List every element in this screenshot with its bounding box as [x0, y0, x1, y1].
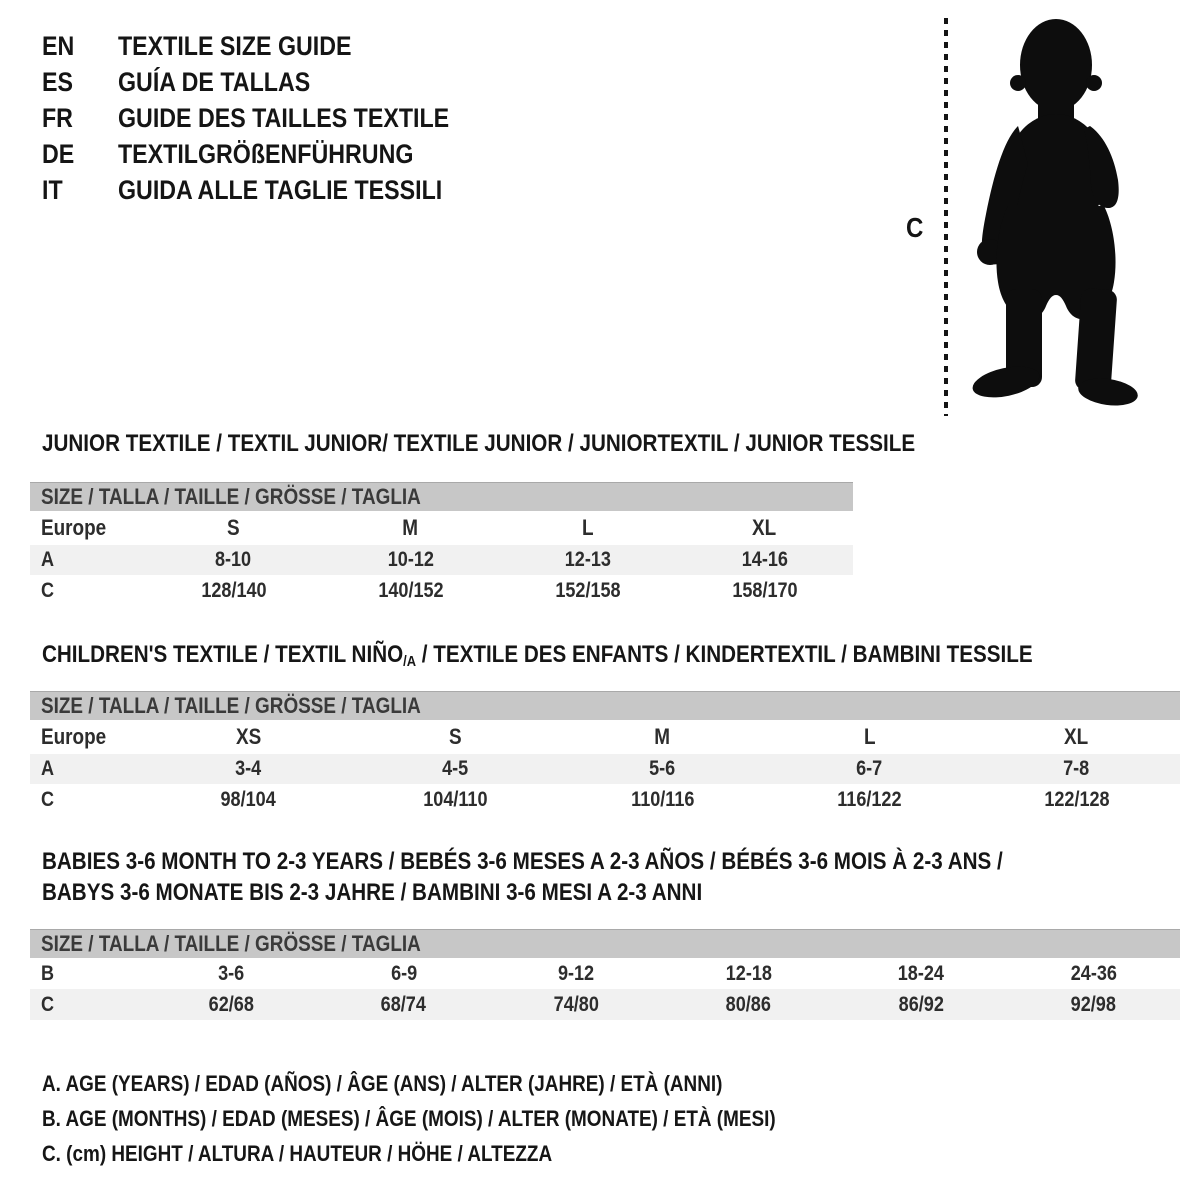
- language-code: FR: [42, 102, 73, 133]
- table-header-bar: [30, 929, 1180, 958]
- size-cell: XS: [235, 724, 262, 749]
- table-row: [30, 784, 1180, 815]
- legend-line-b: B. AGE (MONTHS) / EDAD (MESES) / ÂGE (MOIS) / ALTER (MONATE) / ETÀ (MESI): [42, 1105, 776, 1131]
- babies-size-table: [30, 929, 1180, 1020]
- age-cell: 7-8: [1063, 757, 1090, 780]
- height-cell: 92/98: [1071, 992, 1117, 1016]
- language-row-es: [42, 64, 503, 100]
- guide-title-fr: GUIDE DES TAILLES TEXTILE: [118, 102, 450, 133]
- row-label: C: [41, 992, 55, 1016]
- figure-height-label: C: [906, 212, 924, 243]
- babies-section-title-line2: BABYS 3-6 MONATE BIS 2-3 JAHRE / BAMBINI 3-6 MESI A 2-3 ANNI: [42, 879, 703, 906]
- language-code: EN: [42, 30, 75, 61]
- row-label: A: [41, 548, 55, 571]
- age-cell: 12-13: [564, 548, 611, 571]
- age-cell: 10-12: [387, 548, 434, 571]
- height-cell: 158/170: [731, 578, 798, 602]
- size-cell: L: [581, 515, 594, 540]
- age-cell: 6-7: [856, 757, 883, 780]
- legend-line-a: A. AGE (YEARS) / EDAD (AÑOS) / ÂGE (ANS) / ALTER (JAHRE) / ETÀ (ANNI): [42, 1070, 723, 1096]
- guide-title-it: GUIDA ALLE TAGLIE TESSILI: [118, 174, 443, 205]
- size-cell: XL: [1064, 724, 1089, 749]
- size-cell: M: [654, 724, 671, 749]
- age-cell: 18-24: [898, 961, 945, 985]
- height-measure-dashed-line: [944, 18, 948, 416]
- age-cell: 4-5: [442, 757, 469, 780]
- size-header-label: SIZE / TALLA / TAILLE / GRÖSSE / TAGLIA: [41, 693, 421, 718]
- table-row: [30, 720, 1180, 754]
- measurement-legend: [42, 1066, 895, 1171]
- table-row: [30, 511, 853, 545]
- row-label: C: [41, 578, 55, 602]
- junior-size-table: [30, 482, 853, 606]
- age-cell: 9-12: [558, 961, 595, 985]
- table-row: [30, 958, 1180, 989]
- children-size-table: [30, 691, 1180, 815]
- size-cell: XL: [752, 515, 777, 540]
- age-cell: 14-16: [741, 548, 788, 571]
- guide-title-en: TEXTILE SIZE GUIDE: [118, 30, 352, 61]
- height-cell: 98/104: [220, 787, 277, 811]
- size-cell: S: [449, 724, 462, 749]
- language-row-de: [42, 136, 503, 172]
- age-cell: 8-10: [215, 548, 252, 571]
- language-row-fr: [42, 100, 503, 136]
- row-label: Europe: [41, 724, 107, 749]
- height-cell: 80/86: [726, 992, 772, 1016]
- table-header-bar: [30, 482, 853, 511]
- height-cell: 140/152: [377, 578, 444, 602]
- age-cell: 5-6: [649, 757, 676, 780]
- row-label: C: [41, 787, 55, 811]
- age-cell: 24-36: [1070, 961, 1117, 985]
- size-header-label: SIZE / TALLA / TAILLE / GRÖSSE / TAGLIA: [41, 484, 421, 509]
- children-section-title: CHILDREN'S TEXTILE / TEXTIL $NIÑO_{/A}$ / TEXTILE DES ENFANTS / KINDERTEXTIL / BAMBINI TESSILE: [42, 641, 1033, 670]
- height-cell: 86/92: [898, 992, 944, 1016]
- size-header-label: SIZE / TALLA / TAILLE / GRÖSSE / TAGLIA: [41, 931, 421, 956]
- age-cell: 6-9: [390, 961, 417, 985]
- height-cell: 116/122: [837, 787, 902, 811]
- language-code: ES: [42, 66, 73, 97]
- row-label: A: [41, 757, 55, 780]
- table-row: [30, 989, 1180, 1020]
- age-cell: 3-6: [218, 961, 245, 985]
- nino-a-subscript: /A: [403, 653, 417, 670]
- height-cell: 62/68: [208, 992, 254, 1016]
- baby-silhouette: [966, 14, 1144, 418]
- row-label: B: [41, 961, 55, 985]
- age-cell: 3-4: [235, 757, 262, 780]
- table-row: [30, 575, 853, 606]
- language-title-list: [42, 28, 503, 208]
- size-cell: S: [227, 515, 240, 540]
- legend-line-c: C. (cm) HEIGHT / ALTURA / HAUTEUR / HÖHE / ALTEZZA: [42, 1140, 553, 1166]
- height-cell: 122/128: [1043, 787, 1110, 811]
- babies-section-title-line1: BABIES 3-6 MONTH TO 2-3 YEARS / BEBÉS 3-6 MESES A 2-3 AÑOS / BÉBÉS 3-6 MOIS À 2-3 ANS /: [42, 848, 1003, 875]
- table-row: [30, 545, 853, 575]
- size-cell: M: [402, 515, 419, 540]
- junior-section-title: JUNIOR TEXTILE / TEXTIL JUNIOR/ TEXTILE JUNIOR / JUNIORTEXTIL / JUNIOR TESSILE: [42, 430, 916, 457]
- table-header-bar: [30, 691, 1180, 720]
- size-cell: L: [863, 724, 876, 749]
- language-code: DE: [42, 138, 75, 169]
- row-label: Europe: [41, 515, 107, 540]
- height-cell: 104/110: [423, 787, 488, 811]
- language-row-en: [42, 28, 503, 64]
- height-cell: 152/158: [554, 578, 621, 602]
- height-cell: 68/74: [381, 992, 427, 1016]
- height-cell: 128/140: [200, 578, 267, 602]
- language-code: IT: [42, 174, 63, 205]
- guide-title-es: GUÍA DE TALLAS: [118, 66, 311, 97]
- height-cell: 74/80: [553, 992, 599, 1016]
- age-cell: 12-18: [725, 961, 772, 985]
- height-cell: 110/116: [630, 787, 695, 811]
- guide-title-de: TEXTILGRÖßENFÜHRUNG: [118, 138, 414, 169]
- language-row-it: [42, 172, 503, 208]
- table-row: [30, 754, 1180, 784]
